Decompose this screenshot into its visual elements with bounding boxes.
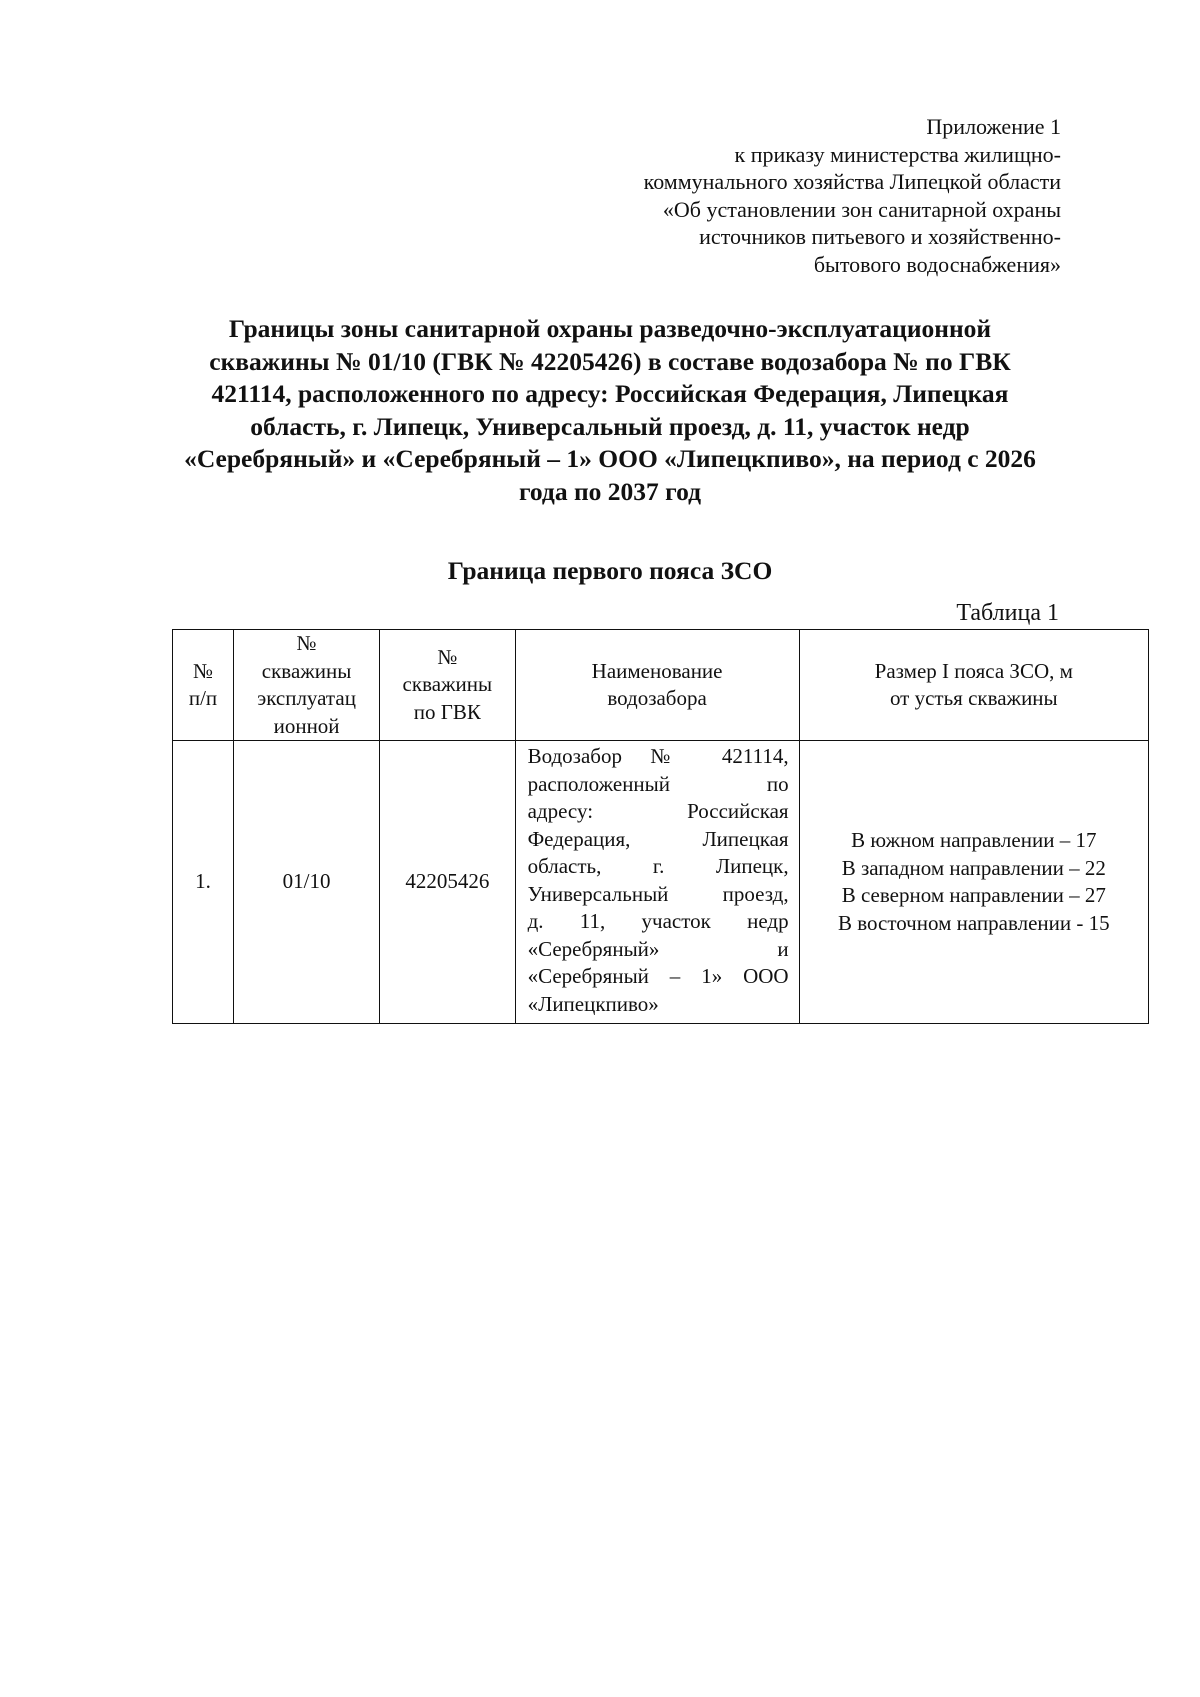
header-line: водозабора <box>607 686 707 710</box>
intake-name-line: Водозабор № 421114, <box>527 744 789 768</box>
cell-number: 1. <box>173 741 234 1024</box>
header-well-gvk <box>380 630 515 741</box>
title-line: года по 2037 год <box>518 476 702 506</box>
cell-zone-size <box>799 741 1148 1024</box>
title-line: «Серебряный» и «Серебряный – 1» ООО «Липецкпиво», на период с 2026 <box>184 444 1036 473</box>
cell-intake-name <box>515 741 799 1024</box>
header-line: № <box>193 658 214 683</box>
intake-name-line: «Липецкпиво» <box>527 991 659 1016</box>
header-line: Размер I пояса ЗСО, м <box>874 658 1073 683</box>
intake-name-line: расположенный по <box>527 771 789 796</box>
header-line: скважины <box>261 658 352 683</box>
header-zone-size <box>799 630 1148 741</box>
header-line: Наименование <box>591 658 723 683</box>
cell-well-operational: 01/10 <box>234 741 380 1024</box>
header-well-operational <box>234 630 380 741</box>
header-line: п/п <box>188 686 218 710</box>
intake-name-line: область, г. Липецк, <box>527 854 789 878</box>
intake-name-line: д. 11, участок недр <box>527 909 789 933</box>
title-line: область, г. Липецк, Универсальный проезд, д. 11, участок недр <box>250 411 970 441</box>
appendix-line: источников питьевого и хозяйственно- <box>699 224 1061 249</box>
section-title: Граница первого пояса ЗСО <box>447 556 773 585</box>
appendix-line: коммунального хозяйства Липецкой области <box>643 169 1061 194</box>
header-line: эксплуатац <box>257 686 356 710</box>
header-line: по ГВК <box>413 699 481 724</box>
appendix-block <box>644 113 1061 278</box>
document-title <box>160 313 1060 508</box>
header-intake-name <box>515 630 799 741</box>
title-line: Границы зоны санитарной охраны разведочно-эксплуатационной <box>228 314 992 343</box>
header-number <box>173 630 234 741</box>
zone-size-line: В южном направлении – 17 <box>851 828 1097 852</box>
header-line: ионной <box>273 713 340 738</box>
cell-well-gvk: 42205426 <box>380 741 515 1024</box>
zone-table <box>172 629 1149 1024</box>
appendix-line: Приложение 1 <box>926 114 1061 139</box>
title-line: скважины № 01/10 (ГВК № 42205426) в составе водозабора № по ГВК <box>209 346 1011 376</box>
table-row <box>173 741 1149 1024</box>
intake-name-line: Универсальный проезд, <box>527 881 789 906</box>
header-line: № <box>437 644 458 669</box>
table-header-row <box>173 630 1149 741</box>
appendix-line: бытового водоснабжения» <box>813 251 1061 277</box>
zone-size-line: В восточном направлении - 15 <box>837 910 1110 935</box>
appendix-line: «Об установлении зон санитарной охраны <box>662 196 1061 222</box>
header-line: от устья скважины <box>889 686 1058 710</box>
intake-name-line: «Серебряный» и <box>527 936 789 961</box>
intake-name-line: «Серебряный – 1» ООО <box>527 964 789 988</box>
header-line: № <box>296 631 317 655</box>
table-caption: Таблица 1 <box>956 600 1059 626</box>
intake-name-line: Федерация, Липецкая <box>527 826 789 851</box>
title-line: 421114, расположенного по адресу: Российская Федерация, Липецкая <box>211 379 1009 408</box>
intake-name-line: адресу: Российская <box>527 799 789 823</box>
zone-size-line: В северном направлении – 27 <box>841 883 1106 907</box>
appendix-line: к приказу министерства жилищно- <box>734 141 1061 167</box>
zone-size-line: В западном направлении – 22 <box>841 855 1106 880</box>
header-line: скважины <box>402 672 493 697</box>
